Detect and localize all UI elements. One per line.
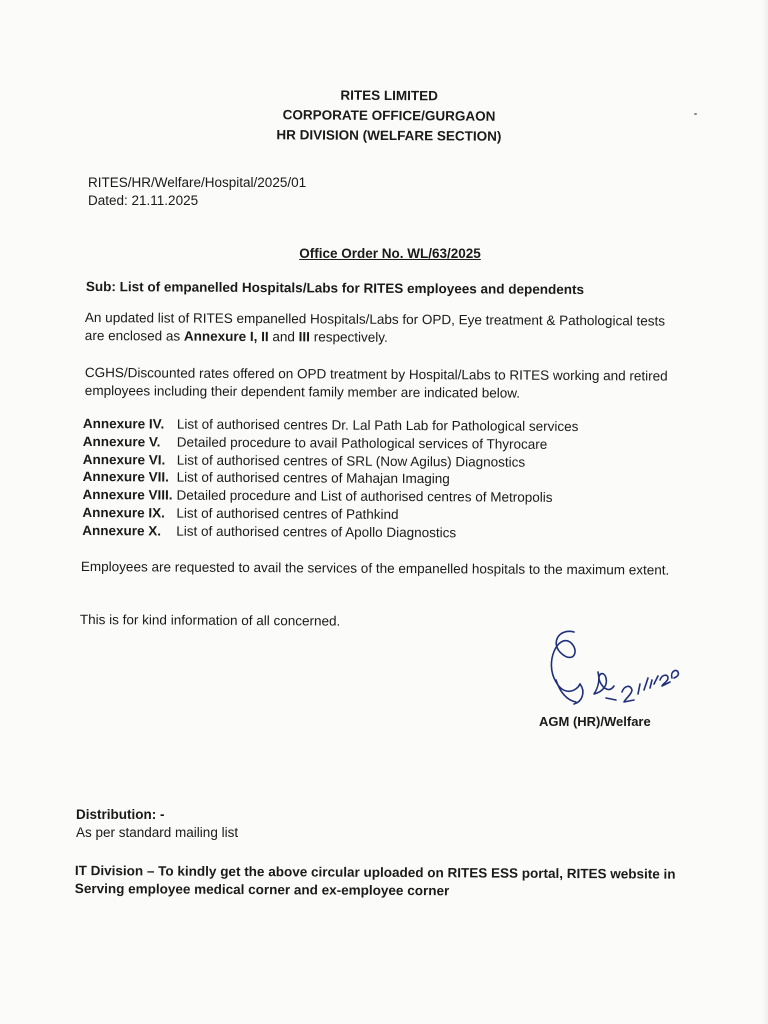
office-order-number: Office Order No. WL/63/2025 bbox=[299, 246, 481, 261]
para1-text-middle: and bbox=[268, 329, 299, 345]
para1-bold-annexure-iii: III bbox=[298, 329, 311, 345]
annexure-text: List of authorised centres Dr. Lal Path Lab for Pathological services bbox=[176, 416, 579, 435]
office-name: CORPORATE OFFICE/GURGAON bbox=[282, 107, 496, 124]
annexure-label: Annexure IX. bbox=[82, 504, 165, 521]
annexure-label: Annexure V. bbox=[82, 433, 161, 450]
division-name: HR DIVISION (WELFARE SECTION) bbox=[276, 127, 502, 144]
signatory-designation: AGM (HR)/Welfare bbox=[539, 714, 651, 729]
scan-speck bbox=[694, 113, 697, 115]
annexure-text: Detailed procedure to avail Pathological services of Thyrocare bbox=[176, 434, 548, 452]
annexure-text: List of authorised centres of Apollo Diagnostics bbox=[176, 523, 457, 541]
annexure-label: Annexure VII. bbox=[82, 469, 169, 485]
para1-text-before: An updated list of RITES empanelled Hospitals/Labs for OPD, Eye treatment & Pathological tests are enclosed as bbox=[84, 309, 666, 344]
annexure-label: Annexure VIII. bbox=[82, 487, 173, 503]
distribution-title: Distribution: - bbox=[76, 807, 165, 822]
annexure-text: Detailed procedure and List of authorised centres of Metropolis bbox=[176, 487, 553, 506]
annexure-text: List of authorised centres of Mahajan Imaging bbox=[176, 469, 450, 487]
annexure-label: Annexure IV. bbox=[82, 415, 165, 432]
paragraph-cghs-rates: CGHS/Discounted rates offered on OPD treatment by Hospital/Labs to RITES working and retired employees including their dependent family member are indicated below. bbox=[84, 364, 668, 401]
distribution-block bbox=[76, 806, 238, 842]
annexure-text: List of authorised centres of SRL (Now Agilus) Diagnostics bbox=[176, 452, 526, 470]
scan-edge-shadow bbox=[762, 0, 768, 1024]
annexure-label: Annexure VI. bbox=[82, 451, 166, 468]
para1-bold-annexures: Annexure I, II bbox=[183, 328, 269, 345]
it-division-instruction: IT Division – To kindly get the above circular uploaded on RITES ESS portal, RITES website in Serving employee medical corner and ex-employee corner bbox=[74, 863, 676, 899]
reference-block bbox=[88, 174, 306, 210]
paragraph-updated-list bbox=[85, 309, 675, 349]
paragraph-request: Employees are requested to avail the services of the empanelled hospitals to the maximum extent. bbox=[80, 559, 670, 578]
reference-date: Dated: 21.11.2025 bbox=[88, 193, 199, 208]
reference-number: RITES/HR/Welfare/Hospital/2025/01 bbox=[88, 175, 307, 190]
company-name: RITES LIMITED bbox=[340, 87, 438, 104]
subject-line: Sub: List of empanelled Hospitals/Labs for RITES employees and dependents bbox=[85, 278, 585, 298]
letterhead bbox=[0, 83, 768, 148]
annexure-list bbox=[82, 415, 643, 543]
annexure-row bbox=[82, 522, 642, 543]
paragraph-information: This is for kind information of all concerned. bbox=[79, 612, 341, 629]
annexure-label: Annexure X. bbox=[82, 522, 162, 539]
para1-text-after: respectively. bbox=[309, 329, 388, 345]
distribution-text: As per standard mailing list bbox=[76, 825, 239, 840]
annexure-text: List of authorised centres of Pathkind bbox=[176, 505, 399, 522]
